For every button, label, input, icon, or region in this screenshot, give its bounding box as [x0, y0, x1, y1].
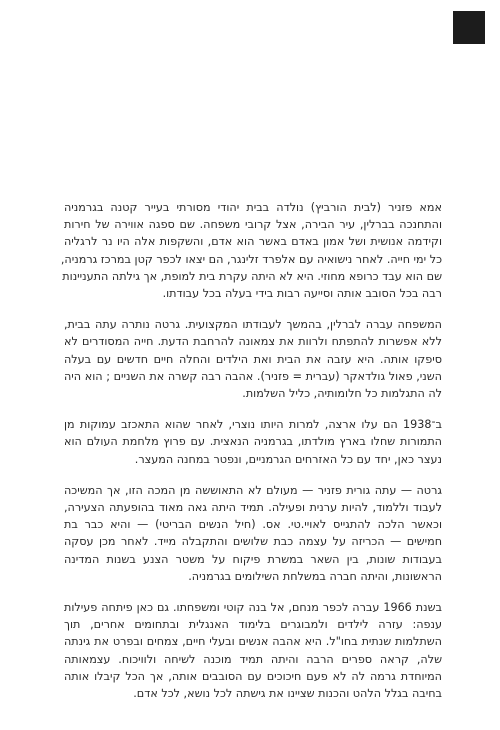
- paragraph-3: [64, 416, 442, 468]
- text-line: חמישים — הכריזה על עצמה כבת שלושים והתקבלה מייד. לאחר מכן עסקה: [64, 535, 442, 549]
- paragraph-4: [64, 482, 442, 585]
- text-line: סיפקו אותה. היא עזבה את הבית ואת הילדים והחלה חיים חדשים עם בעלה: [64, 352, 442, 366]
- text-line: וקידמה אנושית ושל אמון באדם באשר הוא אדם, והשקפות אלה היו נר לרגליה: [64, 235, 442, 249]
- text-line: ב־1938 הם עלו ארצה, למרות היותו נוצרי, לאחר שהוא התאכזב עמוקות מן: [64, 418, 442, 432]
- text-line: השני, פאול גולדאקר (עברית = פזניר). אהבה רבה קשרה את השניים ; הוא היה: [64, 369, 442, 383]
- paragraph-1: [60, 199, 442, 302]
- corner-block: [453, 11, 485, 44]
- text-line: המיוחדת גרמה לה לא פעם חיכוכים עם הסובבים אותה, אך הכל קיבלו אותה: [64, 669, 442, 683]
- text-line: רבה בכל הסובב אותה וסייעה רבות בידי בעלה בכל עבודתו.: [162, 287, 442, 301]
- text-line: ללא אפשרות להתפתח ולרוות את צמאונה להרחבת הדעת. חייה המסודרים לא: [64, 335, 442, 349]
- text-line: בשנת 1966 עברה לכפר מנחם, אל בנה קוטי ומשפחתו. גם כאן פיתחה פעילות: [64, 601, 442, 615]
- paragraph-2: [64, 316, 442, 402]
- text-line: כל ימי חייה. לאחר נישואיה עם אלפרד זלינגר, הם יצאו לכפר קטן במרכז גרמניה,: [60, 252, 442, 266]
- text-line: שלה, קראה ספרים הרבה והיתה תמיד מוכנה לשיחה ולוויכוח. עצמאותה: [64, 652, 442, 666]
- text-line: בחיבה בגלל הלהט והכנות שציינו את גישתה לכל נושא, לכל אדם.: [133, 687, 442, 701]
- text-line: שם הוא עבד כרופא מחוזי. היא לא היתה עקרת בית למופת, אך גילתה התעניינות: [62, 269, 442, 283]
- text-line: וכאשר הלכה להתגייס לאויי.טי. אס. (חיל הנשים הבריטי) — והיא כבר בת: [64, 518, 442, 532]
- text-line: התמורות שחלו בארץ מולדתו, בגרמניה הנאצית. עם פרוץ מלחמת העולם הוא: [64, 435, 442, 449]
- text-line: והתחנכה בברלין, עיר הבירה, אצל קרובי משפחה. שם ספגה אווירה של חירות: [64, 218, 442, 232]
- text-line: לה התגלמות כל חלומותיה, כליל השלמות.: [242, 387, 442, 401]
- text-line: אמא פזניר (לבית הורביץ) נולדה בבית יהודי מסורתי בעייר קטנה בגרמניה: [64, 201, 442, 214]
- text-line: השתלמות שנתית בחו"ל. היא אהבה אנשים ובעלי חיים, צמחים ובפרט את גינתה: [64, 635, 442, 649]
- text-line: המשפחה עברה לברלין, בהמשך לעבודתו המקצועית. גרטה נותרה עתה בבית,: [64, 318, 442, 332]
- text-line: הראשונות, והיתה חברה במשלחת השילומים בגרמניה.: [188, 569, 442, 583]
- text-column: [60, 199, 442, 716]
- text-line: לעבוד וללמוד, להיות ערנית ופעילה. תמיד היתה גאה מאוד בהופעתה הצעירה,: [64, 501, 442, 515]
- paragraph-5: [64, 599, 442, 702]
- text-line: נעצר כאן, יחד עם כל האזרחים הגרמניים, ונפטר במחנה המעצר.: [134, 452, 442, 466]
- text-line: בעבודות שונות, בין השאר במשרת פיקוח על משטר הצנע בשנות המדינה: [64, 552, 442, 566]
- text-line: ענפה: עזרה לילדים ולמבוגרים בלימוד האנגלית ובתחומים אחרים, תוך: [64, 618, 442, 632]
- text-line: גרטה — עתה גורית פזניר — מעולם לא התאוששה מן המכה הזו, אך המשיכה: [64, 483, 442, 497]
